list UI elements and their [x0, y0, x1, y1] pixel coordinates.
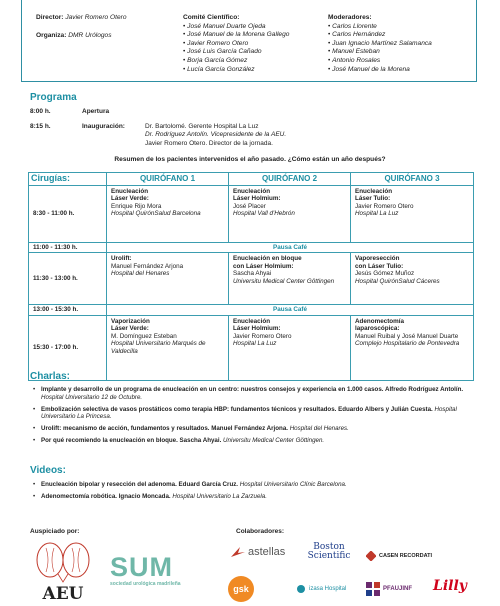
- lilly-logo: Lilly: [433, 578, 467, 594]
- pause-row: [29, 305, 474, 316]
- procedure: Enucleación: [233, 187, 271, 195]
- pause-time: 11:00 - 11:30 h.: [29, 242, 107, 253]
- moderador: • Manuel Esteban: [328, 48, 432, 57]
- surgery-cell: [107, 315, 229, 380]
- charla-item: [33, 406, 473, 422]
- schedule-time: 15:30 - 17:00 h.: [29, 315, 107, 380]
- aeu-logo: [28, 540, 98, 602]
- procedure: Vaporesección: [355, 255, 400, 262]
- surgeon: Javier Romero Otero: [355, 202, 414, 210]
- moderador: • José Manuel de la Morena: [328, 66, 432, 75]
- quirofano-3-header: QUIRÓFANO 3: [351, 173, 474, 186]
- surgeon: Sascha Ahyai: [233, 270, 272, 277]
- procedure: con Láser Tulio:: [355, 262, 404, 270]
- schedule-header-row: [29, 173, 474, 186]
- procedure: con Láser Holmium:: [233, 262, 294, 270]
- charlas-list: [33, 386, 473, 449]
- procedure: Urolift:: [111, 255, 132, 262]
- pfaujinf-logo: [366, 582, 412, 596]
- director-label: Director:: [36, 14, 64, 21]
- schedule-row: [29, 185, 474, 242]
- aeu-emblem-icon: [28, 540, 98, 584]
- comite-block: [183, 14, 289, 74]
- sum-logo: [110, 553, 192, 595]
- charla-place: Hospital del Henares.: [289, 425, 349, 433]
- charla-place: Universitu Medical Center Göttingen.: [223, 436, 325, 444]
- charla-text: Por qué recomiendo la enucleación en bloque. Sascha Ahyai.: [41, 436, 222, 444]
- casen-logo: [366, 551, 432, 561]
- procedure: Láser Verde:: [111, 195, 149, 202]
- programa-title: Programa: [30, 92, 77, 103]
- charla-item: [33, 425, 473, 433]
- casen-mark-icon: [366, 551, 376, 561]
- procedure: laparoscópica:: [355, 325, 400, 332]
- surgeon: Manuel Ruibal y José Manuel Duarte: [355, 332, 459, 340]
- astellas-text: astellas: [248, 546, 286, 558]
- charlas-title: Charlas:: [30, 371, 71, 382]
- izasa-mark-icon: [296, 584, 306, 594]
- hospital: Hospital Universitario Marqués de Valdecilla: [111, 340, 206, 355]
- programa-item: Inauguración:: [82, 122, 125, 130]
- sum-text: SUM: [110, 552, 173, 582]
- moderador: • Antonio Rosales: [328, 57, 432, 66]
- aeu-text: AEU: [42, 584, 84, 604]
- director-block: [36, 14, 127, 40]
- surgeon: Enrique Rijo Mora: [111, 202, 162, 210]
- cirugias-header: Cirugías:: [29, 173, 107, 186]
- pfaujinf-text: PFAUJINF: [383, 586, 413, 592]
- hospital: Universitu Medical Center Göttingen: [233, 277, 335, 285]
- comite-member: • Javier Romero Otero: [183, 40, 289, 49]
- schedule-row: [29, 315, 474, 380]
- izasa-logo: [296, 584, 346, 594]
- moderador: • Carlos Llorente: [328, 23, 432, 32]
- inauguracion-line: Javier Romero Otero. Director de la jornada.: [145, 139, 273, 147]
- charla-text: Embolización selectiva de vasos prostáticos como terapia HBP: fundamentos técnicos y resultados. Eduardo Albers y Julián Cuesta.: [41, 405, 433, 413]
- video-place: Hospital Universitario La Zarzuela.: [172, 492, 267, 500]
- izasa-text: izasa Hospital: [309, 586, 347, 592]
- charla-text: Implante y desarrollo de un programa de enucleación en un centro: nuestros consejos y experiencia en 1.000 casos. Alfredo Rodríguez Antolín.: [41, 386, 464, 393]
- hospital: Complejo Hospitalario de Pontevedra: [355, 340, 460, 347]
- sum-subtitle: sociedad urológica madrileña: [110, 581, 181, 587]
- astellas-mark-icon: [230, 546, 246, 558]
- hospital: Hospital La Luz: [355, 210, 399, 217]
- surgery-cell: [229, 185, 351, 242]
- moderador: • Carlos Hernández: [328, 31, 432, 40]
- surgeon: Jesús Gómez Muñoz: [355, 270, 415, 277]
- comite-member: • Borja García Gómez: [183, 57, 289, 66]
- video-text: Enucleación bipolar y resección del adenoma. Eduard García Cruz.: [41, 481, 239, 488]
- procedure: Láser Holmium:: [233, 325, 281, 332]
- resumen-text: Resumen de los pacientes intervenidos el año pasado. ¿Cómo están un año después?: [114, 156, 386, 163]
- organiza-label: Organiza:: [36, 31, 67, 39]
- charla-item: [33, 386, 473, 402]
- charla-place: Hospital Universitario 12 de Octubre.: [41, 393, 143, 401]
- surgery-cell: [351, 185, 474, 242]
- comite-member: • José Luis García Cañado: [183, 48, 289, 57]
- surgery-cell: [229, 315, 351, 380]
- procedure: Vaporización: [111, 317, 150, 325]
- surgeon: José Placer: [233, 202, 266, 210]
- procedure: Enucleación: [355, 187, 393, 195]
- video-item: [33, 481, 473, 489]
- surgery-cell: [351, 315, 474, 380]
- hospital: Hospital del Henares: [111, 270, 170, 277]
- boston-scientific-logo: Boston Scientific: [307, 542, 351, 561]
- programa-block: [30, 108, 470, 148]
- pause-label: Pausa Café: [107, 305, 474, 316]
- charla-text: Urolift: mecanismo de acción, fundamentos y resultados. Manuel Fernández Arjona.: [41, 425, 288, 433]
- procedure: Adenomectomía: [355, 317, 404, 325]
- hospital: Hospital QuirónSalud Cáceres: [355, 277, 440, 285]
- surgery-cell: [351, 253, 474, 305]
- organiza-name: DMR Urólogos: [68, 31, 112, 39]
- procedure: Láser Verde:: [111, 325, 149, 332]
- schedule-row: [29, 253, 474, 305]
- pfaujinf-mark-icon: [366, 582, 380, 596]
- procedure: Láser Holmium:: [233, 195, 281, 202]
- surgeon: M. Domínguez Esteban: [111, 332, 177, 340]
- moderadores-block: [328, 14, 432, 74]
- hospital: Hospital Vall d'Hebrón: [233, 210, 295, 217]
- inauguracion-line: Dr. Rodríguez Antolín. Vicepresidente de la AEU.: [145, 131, 287, 139]
- programa-time: 8:00 h.: [30, 108, 51, 115]
- video-text: Adenomectomía robótica. Ignacio Moncada.: [41, 492, 171, 500]
- moderador: • Juan Ignacio Martínez Salamanca: [328, 40, 432, 49]
- auspiciado-label: Auspiciado por:: [30, 528, 80, 535]
- charla-item: [33, 437, 473, 445]
- colaboradores-label: Colaboradores:: [236, 528, 285, 535]
- surgeon: Manuel Fernández Arjona: [111, 262, 184, 270]
- programa-time: 8:15 h.: [30, 122, 51, 130]
- procedure: Enucleación: [233, 317, 271, 325]
- schedule-time: 11:30 - 13:00 h.: [29, 253, 107, 305]
- surgery-cell: [107, 253, 229, 305]
- comite-title: Comité Científico:: [183, 14, 240, 21]
- procedure: Láser Tulio:: [355, 195, 391, 202]
- procedure: Enucleación: [111, 187, 149, 195]
- quirofano-2-header: QUIRÓFANO 2: [229, 173, 351, 186]
- procedure: Enucleación en bloque: [233, 255, 302, 262]
- pause-time: 13:00 - 15:30 h.: [29, 305, 107, 316]
- schedule-table: [28, 172, 474, 381]
- surgery-cell: [107, 185, 229, 242]
- gsk-logo: gsk: [228, 576, 254, 602]
- casen-text: CASEN RECORDATI: [379, 553, 433, 559]
- charla-place: Hospital Universitario La Princesa.: [41, 405, 457, 421]
- director-name: Javier Romero Otero: [65, 14, 127, 21]
- pause-row: [29, 242, 474, 253]
- pause-label: Pausa Café: [107, 242, 474, 253]
- video-place: Hospital Universitario Clínic Barcelona.: [239, 481, 347, 488]
- surgery-cell: [229, 253, 351, 305]
- moderadores-title: Moderadores:: [328, 14, 372, 21]
- quirofano-1-header: QUIRÓFANO 1: [107, 173, 229, 186]
- videos-title: Videos:: [30, 465, 66, 476]
- comite-member: • José Manuel Duarte Ojeda: [183, 23, 289, 32]
- hospital: Hospital QuirónSalud Barcelona: [111, 210, 201, 217]
- programa-item: Apertura: [82, 108, 110, 115]
- surgeon: Javier Romero Otero: [233, 332, 292, 340]
- hospital: Hospital La Luz: [233, 340, 277, 347]
- comite-member: • Lucía García González: [183, 66, 289, 75]
- inauguracion-line: Dr. Bartolomé. Gerente Hospital La Luz: [145, 122, 259, 130]
- comite-member: • José Manuel de la Morena Gallego: [183, 31, 289, 40]
- schedule-time: 8:30 - 11:00 h.: [29, 185, 107, 242]
- videos-list: [33, 481, 473, 505]
- video-item: [33, 493, 473, 501]
- astellas-logo: [230, 546, 285, 558]
